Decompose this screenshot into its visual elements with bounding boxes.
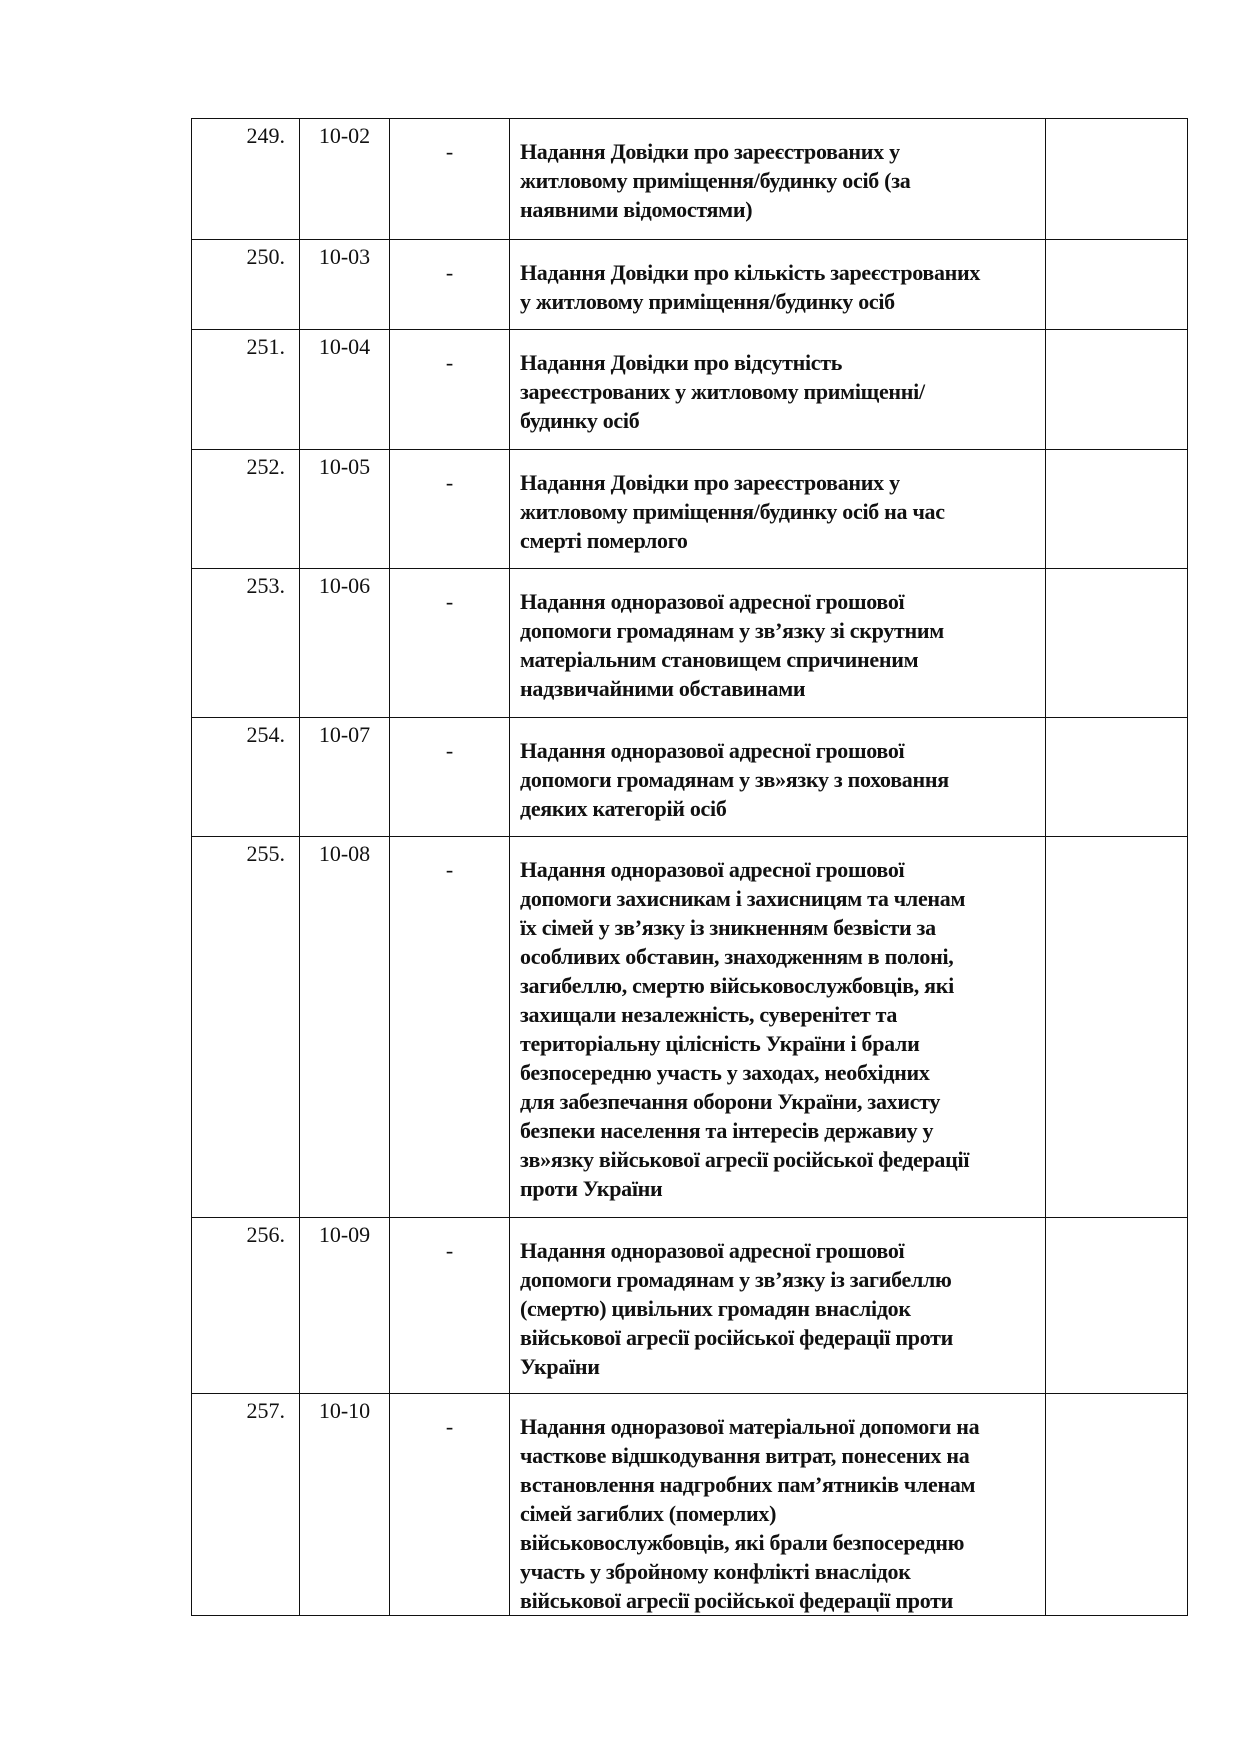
row-number: 253.	[192, 569, 300, 718]
service-code: 10-08	[300, 837, 390, 1218]
table-row	[192, 569, 1188, 718]
mark-cell: -	[390, 718, 510, 837]
service-description: Надання одноразової адресної грошової допомоги громадянам у зв»язку з поховання деяких категорій осіб	[510, 718, 1046, 837]
note-cell	[1046, 569, 1188, 718]
mark-cell: -	[390, 240, 510, 330]
table-row	[192, 1218, 1188, 1394]
service-code: 10-02	[300, 119, 390, 240]
mark-cell: -	[390, 119, 510, 240]
mark-cell: -	[390, 450, 510, 569]
row-number: 254.	[192, 718, 300, 837]
service-code: 10-03	[300, 240, 390, 330]
table-row	[192, 240, 1188, 330]
table-row	[192, 837, 1188, 1218]
service-description: Надання Довідки про відсутність зареєстрованих у житловому приміщенні/ будинку осіб	[510, 330, 1046, 450]
note-cell	[1046, 718, 1188, 837]
service-description: Надання одноразової матеріальної допомоги на часткове відшкодування витрат, понесених на встановлення надгробних пам’ятників членам сімей загиблих (померлих) військовослужбовців, які брали безпосередню участь у збройному конфлікті внаслідок військової агресії російської федерації проти	[510, 1394, 1046, 1616]
service-description: Надання одноразової адресної грошової допомоги захисникам і захисницям та членам їх сімей у зв’язку із зникненням безвісти за особливих обставин, знаходженням в полоні, загибеллю, смертю військовослужбовців, які захищали незалежність, суверенітет та територіальну цілісність України і брали безпосередню участь у заходах, необхідних для забезпечання оборони України, захисту безпеки населення та інтересів державиу у зв»язку військової агресії російської федерації проти України	[510, 837, 1046, 1218]
row-number: 256.	[192, 1218, 300, 1394]
service-description: Надання Довідки про зареєстрованих у житловому приміщення/будинку осіб (за наявними відомостями)	[510, 119, 1046, 240]
row-number: 250.	[192, 240, 300, 330]
service-description: Надання одноразової адресної грошової допомоги громадянам у зв’язку із загибеллю (смертю) цивільних громадян внаслідок військової агресії російської федерації проти України	[510, 1218, 1046, 1394]
table-row	[192, 718, 1188, 837]
note-cell	[1046, 330, 1188, 450]
table-row	[192, 450, 1188, 569]
note-cell	[1046, 837, 1188, 1218]
table-row	[192, 1394, 1188, 1616]
row-number: 249.	[192, 119, 300, 240]
row-number: 257.	[192, 1394, 300, 1616]
services-table	[191, 118, 1188, 1616]
mark-cell: -	[390, 837, 510, 1218]
note-cell	[1046, 119, 1188, 240]
table-row	[192, 119, 1188, 240]
mark-cell: -	[390, 1218, 510, 1394]
table-row	[192, 330, 1188, 450]
mark-cell: -	[390, 569, 510, 718]
row-number: 252.	[192, 450, 300, 569]
mark-cell: -	[390, 1394, 510, 1616]
service-code: 10-07	[300, 718, 390, 837]
row-number: 251.	[192, 330, 300, 450]
service-description: Надання одноразової адресної грошової допомоги громадянам у зв’язку зі скрутним матеріальним становищем спричиненим надзвичайними обставинами	[510, 569, 1046, 718]
service-code: 10-10	[300, 1394, 390, 1616]
service-code: 10-04	[300, 330, 390, 450]
note-cell	[1046, 1218, 1188, 1394]
note-cell	[1046, 1394, 1188, 1616]
row-number: 255.	[192, 837, 300, 1218]
service-description: Надання Довідки про зареєстрованих у житловому приміщення/будинку осіб на час смерті померлого	[510, 450, 1046, 569]
service-code: 10-05	[300, 450, 390, 569]
service-code: 10-09	[300, 1218, 390, 1394]
service-code: 10-06	[300, 569, 390, 718]
mark-cell: -	[390, 330, 510, 450]
note-cell	[1046, 450, 1188, 569]
note-cell	[1046, 240, 1188, 330]
service-description: Надання Довідки про кількість зареєстрованих у житловому приміщення/будинку осіб	[510, 240, 1046, 330]
